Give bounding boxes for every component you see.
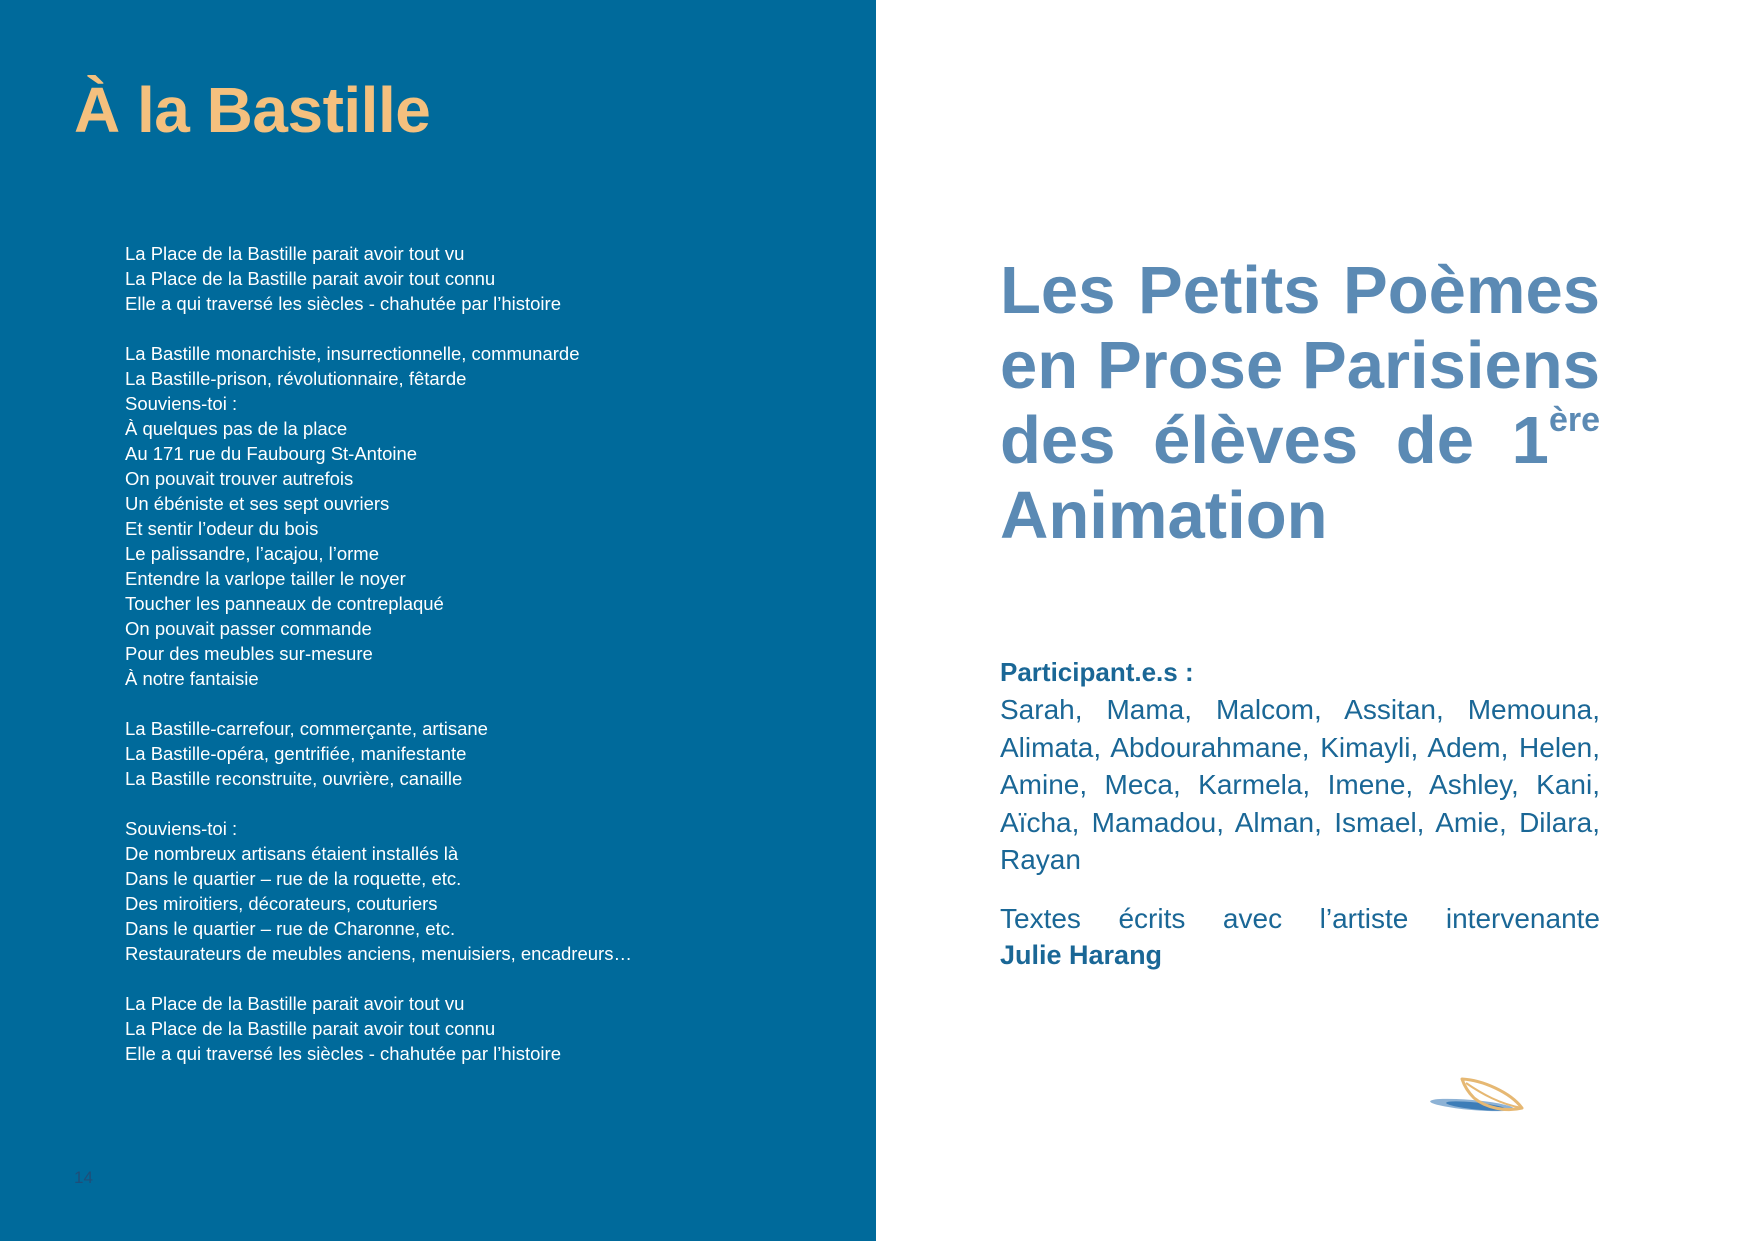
poem-line: Restaurateurs de meubles anciens, menuisiers, encadreurs… bbox=[125, 943, 632, 964]
credits-intro: Textes écrits avec l’artiste intervenante bbox=[1000, 903, 1600, 934]
poem-line: Pour des meubles sur-mesure bbox=[125, 643, 373, 664]
book-title-line-with-ordinal bbox=[1000, 403, 1600, 478]
poem-line: Dans le quartier – rue de Charonne, etc. bbox=[125, 918, 456, 939]
book-title-line: des élèves de 1 bbox=[1000, 403, 1549, 478]
poem-line: Souviens-toi : bbox=[125, 818, 238, 839]
credits-block bbox=[1000, 900, 1600, 974]
poem-line: Un ébéniste et ses sept ouvriers bbox=[125, 493, 390, 514]
poem-line: À notre fantaisie bbox=[125, 668, 259, 689]
poem-line: Et sentir l’odeur du bois bbox=[125, 518, 319, 539]
poem-stanza bbox=[125, 816, 845, 966]
poem-line: On pouvait passer commande bbox=[125, 618, 372, 639]
participants-block bbox=[1000, 653, 1600, 879]
poem-title: À la Bastille bbox=[74, 74, 431, 146]
poem-line: Entendre la varlope tailler le noyer bbox=[125, 568, 406, 589]
artist-name: Julie Harang bbox=[1000, 940, 1163, 970]
poem-line: La Bastille-carrefour, commerçante, artisane bbox=[125, 718, 488, 739]
book-title bbox=[1000, 253, 1600, 553]
poem-line: Toucher les panneaux de contreplaqué bbox=[125, 593, 444, 614]
feather-icon bbox=[1424, 1074, 1528, 1126]
right-page bbox=[876, 0, 1749, 1241]
poem-line: La Bastille-prison, révolutionnaire, fêtarde bbox=[125, 368, 467, 389]
poem-stanza bbox=[125, 991, 845, 1066]
participants-names: Sarah, Mama, Malcom, Assitan, Memouna, Alimata, Abdourahmane, Kimayli, Adem, Helen, Amine, Meca, Karmela, Imene, Ashley, Kani, Aïcha, Mamadou, Alman, Ismael, Amie, Dilara, Rayan bbox=[1000, 694, 1600, 875]
poem-line: Des miroitiers, décorateurs, couturiers bbox=[125, 893, 438, 914]
poem-line: De nombreux artisans étaient installés là bbox=[125, 843, 459, 864]
poem-line: La Place de la Bastille parait avoir tout connu bbox=[125, 1018, 496, 1039]
poem-line: La Bastille-opéra, gentrifiée, manifestante bbox=[125, 743, 467, 764]
poem-stanza bbox=[125, 341, 845, 691]
poem-line: Elle a qui traversé les siècles - chahutée par l’histoire bbox=[125, 293, 561, 314]
book-title-line: Les Petits Poèmes bbox=[1000, 253, 1600, 328]
ordinal-superscript: ère bbox=[1548, 401, 1600, 439]
poem-stanza bbox=[125, 241, 845, 316]
poem-line: La Bastille monarchiste, insurrectionnelle, communarde bbox=[125, 343, 580, 364]
poem-line: La Place de la Bastille parait avoir tout vu bbox=[125, 243, 465, 264]
poem-line: La Place de la Bastille parait avoir tout vu bbox=[125, 993, 465, 1014]
poem-line: Le palissandre, l’acajou, l’orme bbox=[125, 543, 379, 564]
poem-stanza bbox=[125, 716, 845, 791]
poem-body bbox=[125, 241, 845, 1066]
poem-line: À quelques pas de la place bbox=[125, 418, 348, 439]
book-title-line: Animation bbox=[1000, 478, 1328, 553]
participants-label: Participant.e.s : bbox=[1000, 657, 1194, 687]
poem-line: Elle a qui traversé les siècles - chahutée par l’histoire bbox=[125, 1043, 561, 1064]
page-number: 14 bbox=[74, 1168, 93, 1187]
poem-line: La Place de la Bastille parait avoir tout connu bbox=[125, 268, 496, 289]
poem-line: Souviens-toi : bbox=[125, 393, 238, 414]
poem-line: La Bastille reconstruite, ouvrière, canaille bbox=[125, 768, 463, 789]
poem-line: On pouvait trouver autrefois bbox=[125, 468, 354, 489]
poem-line: Au 171 rue du Faubourg St-Antoine bbox=[125, 443, 418, 464]
poem-line: Dans le quartier – rue de la roquette, etc. bbox=[125, 868, 462, 889]
book-title-line: en Prose Parisiens bbox=[1000, 328, 1600, 403]
